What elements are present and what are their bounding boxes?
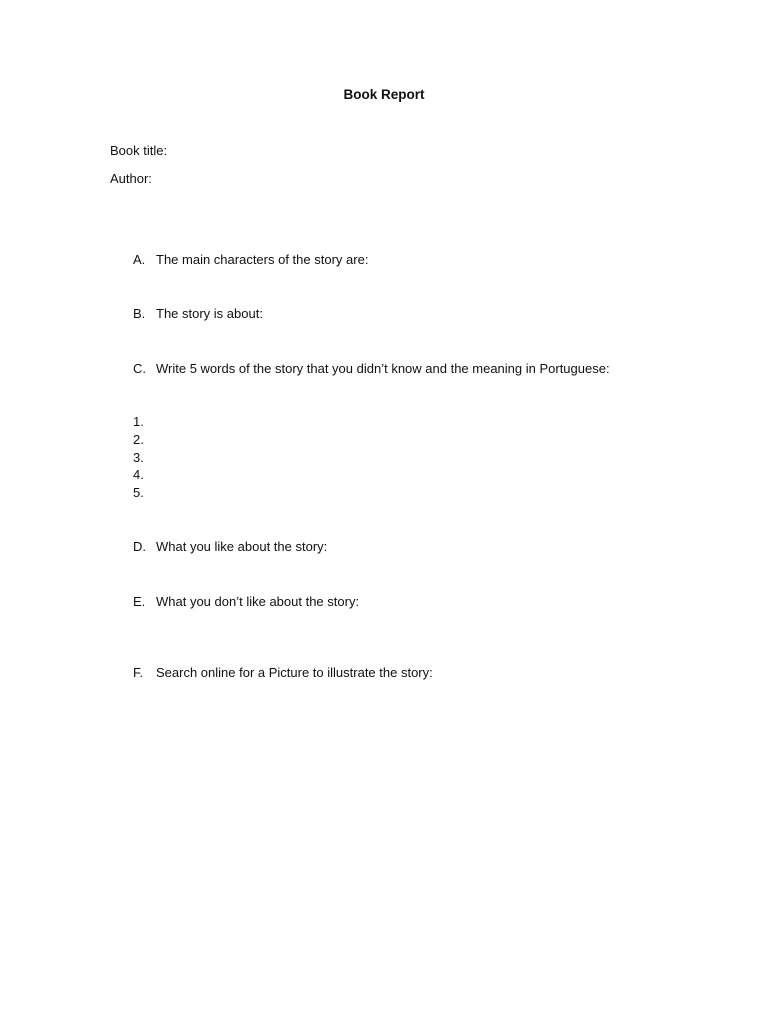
book-title-label: Book title: — [110, 143, 168, 158]
question-b — [133, 306, 263, 322]
page-title: Book Report — [343, 87, 425, 102]
question-c-text: Write 5 words of the story that you didn’t know and the meaning in Portuguese: — [156, 361, 610, 376]
question-f-marker: F. — [133, 665, 144, 680]
question-a — [133, 252, 368, 268]
author-label: Author: — [110, 171, 152, 186]
word-list-item-1: 1. — [133, 414, 144, 429]
question-c-marker: C. — [133, 361, 146, 376]
word-list-item-2: 2. — [133, 432, 144, 447]
question-f-text: Search online for a Picture to illustrate the story: — [156, 665, 433, 680]
word-list-item-4: 4. — [133, 467, 144, 482]
question-b-marker: B. — [133, 306, 146, 321]
question-a-marker: A. — [133, 252, 146, 267]
question-f — [133, 665, 433, 681]
question-d-marker: D. — [133, 539, 146, 554]
question-d — [133, 539, 327, 555]
word-list-item-3: 3. — [133, 450, 144, 465]
question-b-text: The story is about: — [156, 306, 263, 321]
word-list-item-5: 5. — [133, 485, 144, 500]
question-e — [133, 594, 359, 610]
question-e-text: What you don’t like about the story: — [156, 594, 360, 609]
question-e-marker: E. — [133, 594, 146, 609]
question-a-text: The main characters of the story are: — [156, 252, 369, 267]
question-d-text: What you like about the story: — [156, 539, 328, 554]
question-c — [133, 361, 610, 377]
